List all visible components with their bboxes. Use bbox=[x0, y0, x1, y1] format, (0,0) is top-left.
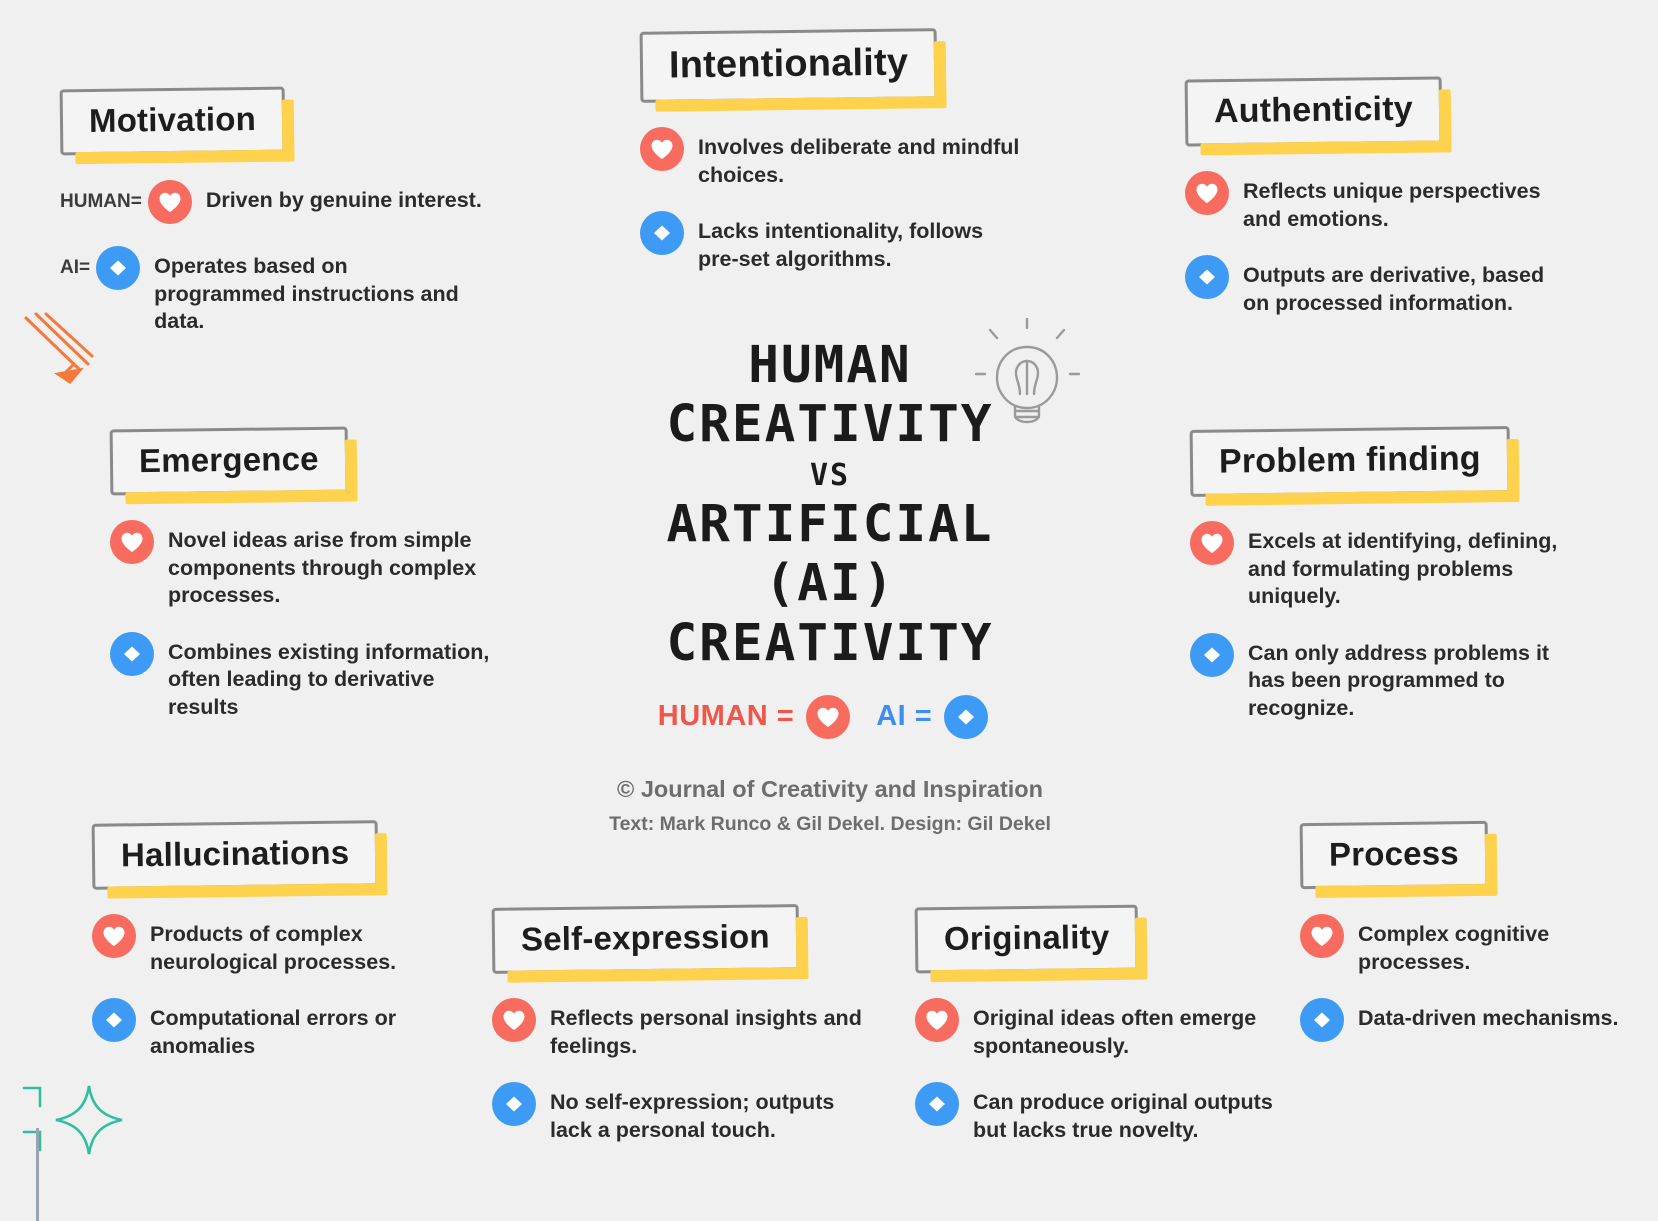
title-line-1: HUMAN bbox=[748, 336, 912, 395]
section-title-problem-finding: Problem finding bbox=[1190, 426, 1511, 497]
item-text: Reflects unique perspectives and emotions. bbox=[1243, 179, 1541, 231]
heart-icon bbox=[110, 520, 154, 564]
item-text: Computational errors or anomalies bbox=[150, 1006, 397, 1058]
section-items-hallucinations bbox=[92, 914, 480, 1060]
section-items-problem-finding bbox=[1190, 521, 1578, 722]
list-item bbox=[1190, 633, 1578, 723]
diamond-icon bbox=[110, 632, 154, 676]
list-item bbox=[492, 1082, 880, 1144]
list-item bbox=[1300, 998, 1658, 1042]
list-item bbox=[1185, 255, 1573, 317]
diamond-icon bbox=[915, 1082, 959, 1126]
list-item bbox=[915, 1082, 1303, 1144]
section-authenticity bbox=[1185, 78, 1573, 339]
title-line-3: ARTIFICIAL (AI) bbox=[666, 495, 994, 614]
item-text: Can only address problems it has been programmed to recognize. bbox=[1248, 640, 1550, 720]
item-text: Excels at identifying, defining, and formulating problems uniquely. bbox=[1248, 529, 1558, 609]
list-item bbox=[1185, 171, 1573, 233]
item-text: Complex cognitive processes. bbox=[1358, 922, 1550, 974]
section-title-motivation: Motivation bbox=[60, 87, 286, 156]
section-title-intentionality: Intentionality bbox=[640, 28, 938, 103]
diamond-icon bbox=[96, 246, 140, 290]
section-intentionality bbox=[640, 30, 1028, 295]
item-text: Combines existing information, often leading to derivative results bbox=[168, 639, 490, 719]
list-item bbox=[640, 211, 1028, 273]
item-text: Outputs are derivative, based on processed information. bbox=[1243, 263, 1545, 315]
heart-icon bbox=[915, 998, 959, 1042]
title-line-4: CREATIVITY bbox=[666, 613, 994, 673]
item-text: Products of complex neurological processes. bbox=[150, 922, 397, 974]
list-item bbox=[915, 998, 1303, 1060]
list-item bbox=[1300, 914, 1658, 976]
section-items-authenticity bbox=[1185, 171, 1573, 317]
title-line-2: CREATIVITY bbox=[666, 395, 994, 455]
item-text: Data-driven mechanisms. bbox=[1358, 1006, 1619, 1031]
section-items-originality bbox=[915, 998, 1303, 1144]
list-item bbox=[92, 998, 480, 1060]
section-title-hallucinations: Hallucinations bbox=[92, 820, 379, 889]
item-text: No self-expression; outputs lack a personal touch. bbox=[550, 1090, 835, 1142]
heart-icon bbox=[92, 914, 136, 958]
section-hallucinations bbox=[92, 822, 480, 1082]
title-vs: VS bbox=[809, 458, 851, 494]
item-prefix: AI= bbox=[60, 257, 91, 278]
item-text: Original ideas often emerge spontaneously. bbox=[973, 1006, 1257, 1058]
list-item bbox=[492, 998, 880, 1060]
heart-icon bbox=[1300, 914, 1344, 958]
page-edge-line bbox=[36, 1128, 39, 1221]
item-text: Involves deliberate and mindful choices. bbox=[698, 135, 1020, 187]
list-item bbox=[110, 632, 498, 722]
item-text: Novel ideas arise from simple components through complex processes. bbox=[168, 528, 477, 608]
section-problem-finding bbox=[1190, 428, 1578, 744]
list-item bbox=[1190, 521, 1578, 611]
credits bbox=[590, 773, 1070, 839]
heart-icon bbox=[1190, 521, 1234, 565]
heart-icon bbox=[806, 695, 850, 739]
diamond-icon bbox=[92, 998, 136, 1042]
list-item bbox=[60, 180, 484, 224]
section-motivation bbox=[60, 88, 484, 358]
list-item bbox=[60, 246, 484, 336]
section-items-process bbox=[1300, 914, 1658, 1042]
legend-human-label: HUMAN = bbox=[657, 700, 795, 733]
heart-icon bbox=[640, 127, 684, 171]
credit-journal: © Journal of Creativity and Inspiration bbox=[616, 775, 1044, 802]
section-title-self-expression: Self-expression bbox=[492, 904, 800, 974]
list-item bbox=[110, 520, 498, 610]
list-item bbox=[640, 127, 1028, 189]
section-emergence bbox=[110, 428, 498, 743]
diamond-icon bbox=[1185, 255, 1229, 299]
section-items-motivation bbox=[60, 180, 484, 336]
pencil-icon bbox=[18, 312, 98, 407]
item-text: Lacks intentionality, follows pre-set algorithms. bbox=[698, 219, 984, 271]
diamond-icon bbox=[640, 211, 684, 255]
item-text: Can produce original outputs but lacks true novelty. bbox=[973, 1090, 1273, 1142]
section-items-self-expression bbox=[492, 998, 880, 1144]
legend-ai-label: AI = bbox=[876, 700, 933, 733]
section-title-process: Process bbox=[1300, 821, 1489, 889]
section-process bbox=[1300, 822, 1658, 1064]
item-text: Operates based on programmed instructions and data. bbox=[154, 254, 459, 334]
heart-icon bbox=[1185, 171, 1229, 215]
section-items-emergence bbox=[110, 520, 498, 721]
section-title-authenticity: Authenticity bbox=[1185, 76, 1443, 146]
lightbulb-icon bbox=[975, 318, 1080, 433]
heart-icon bbox=[148, 180, 192, 224]
diamond-icon bbox=[1190, 633, 1234, 677]
section-title-originality: Originality bbox=[915, 905, 1139, 974]
diamond-icon bbox=[944, 695, 988, 739]
heart-icon bbox=[492, 998, 536, 1042]
item-text: Reflects personal insights and feelings. bbox=[550, 1006, 862, 1058]
sparkle-icon bbox=[14, 1080, 134, 1175]
section-self-expression bbox=[492, 906, 880, 1166]
item-text: Driven by genuine interest. bbox=[205, 188, 482, 212]
diamond-icon bbox=[1300, 998, 1344, 1042]
item-prefix: HUMAN= bbox=[60, 191, 142, 212]
credit-authors: Text: Mark Runco & Gil Dekel. Design: Gil Dekel bbox=[609, 812, 1051, 835]
legend bbox=[590, 695, 1070, 739]
section-title-emergence: Emergence bbox=[110, 427, 349, 496]
section-originality bbox=[915, 906, 1303, 1166]
section-items-intentionality bbox=[640, 127, 1028, 273]
list-item bbox=[92, 914, 480, 976]
diamond-icon bbox=[492, 1082, 536, 1126]
